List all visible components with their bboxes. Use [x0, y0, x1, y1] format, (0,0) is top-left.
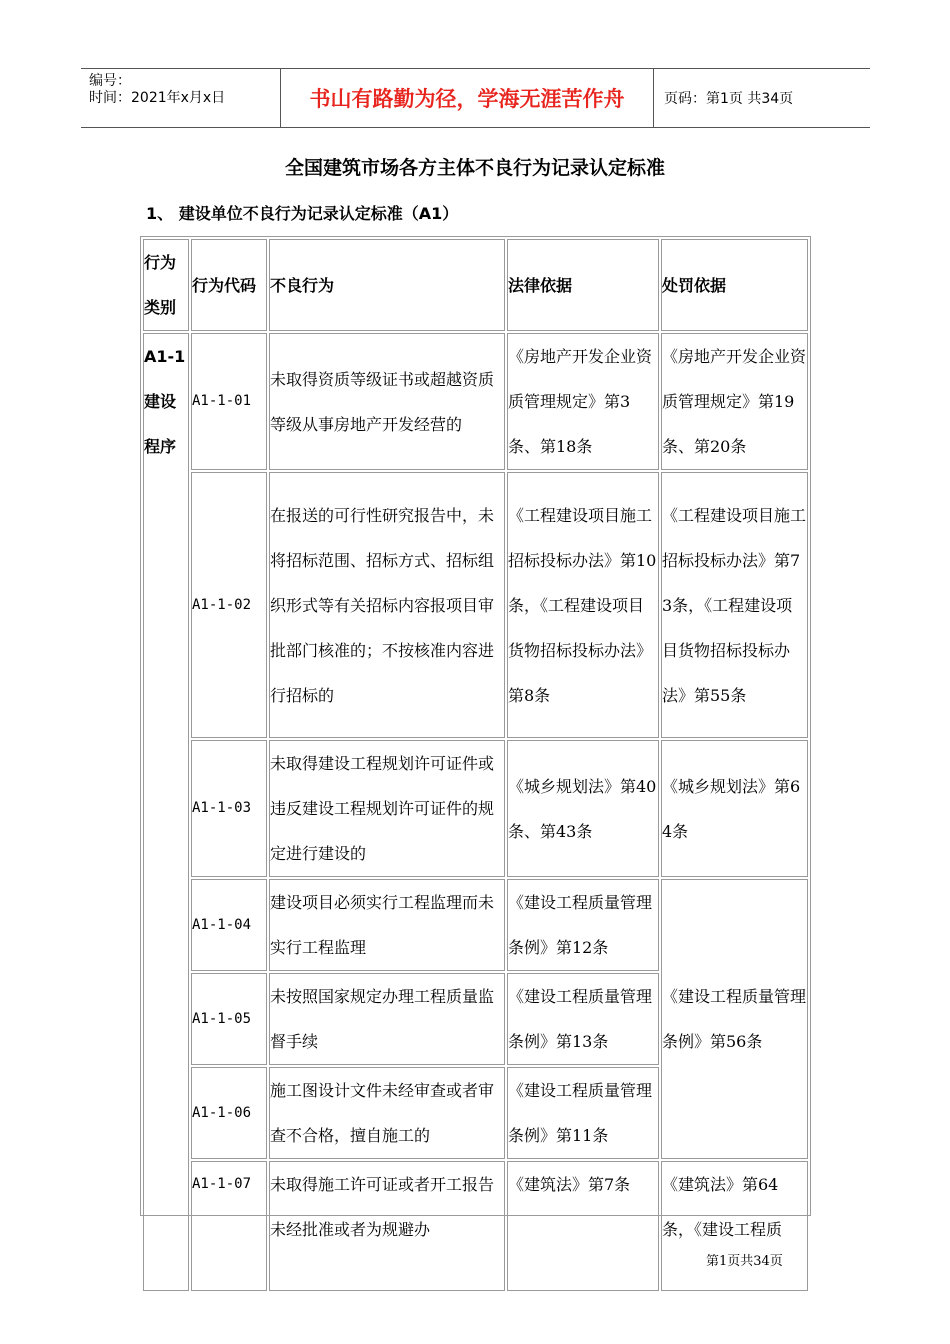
standards-table-grid: [141, 237, 810, 1293]
header-law-basis: 法律依据: [507, 239, 659, 331]
header-behavior: 不良行为: [269, 239, 505, 331]
row-law: 《建设工程质量管理条例》第13条: [507, 973, 659, 1065]
table-row: [143, 1161, 808, 1291]
section-heading: 1、 建设单位不良行为记录认定标准（A1）: [146, 204, 459, 223]
row-behavior: 在报送的可行性研究报告中，未将招标范围、招标方式、招标组织形式等有关招标内容报项目审批部门核准的；不按核准内容进行招标的: [269, 472, 505, 738]
standards-table: [140, 236, 811, 1239]
table-row: [143, 740, 808, 877]
row-penalty: 《建筑法》第64条，《建设工程质: [661, 1161, 808, 1291]
row-code: A1-1-07: [191, 1161, 267, 1291]
row-code: A1-1-03: [191, 740, 267, 877]
header-motto: 书山有路勤为径，学海无涯苦作舟: [281, 69, 654, 127]
row-code: A1-1-05: [191, 973, 267, 1065]
category-cell: A1-1建设程序: [143, 333, 189, 1291]
row-behavior: 未按照国家规定办理工程质量监督手续: [269, 973, 505, 1065]
row-law: 《工程建设项目施工招标投标办法》第10条，《工程建设项目货物招标投标办法》第8条: [507, 472, 659, 738]
table-row: [143, 879, 808, 971]
row-penalty: 《城乡规划法》第64条: [661, 740, 808, 877]
header-category: 行为类别: [143, 239, 189, 331]
row-behavior: 未取得资质等级证书或超越资质等级从事房地产开发经营的: [269, 333, 505, 470]
header-penalty-basis: 处罚依据: [661, 239, 808, 331]
doc-time-label: 时间：2021年x月x日: [89, 90, 226, 106]
row-law: 《房地产开发企业资质管理规定》第3条、第18条: [507, 333, 659, 470]
page-header: [81, 68, 870, 128]
row-law: 《建设工程质量管理条例》第11条: [507, 1067, 659, 1159]
row-code: A1-1-01: [191, 333, 267, 470]
table-row: [143, 333, 808, 470]
row-law: 《建筑法》第7条: [507, 1161, 659, 1291]
row-behavior: 施工图设计文件未经审查或者审查不合格，擅自施工的: [269, 1067, 505, 1159]
row-law: 《建设工程质量管理条例》第12条: [507, 879, 659, 971]
header-meta: [81, 69, 281, 127]
row-code: A1-1-04: [191, 879, 267, 971]
row-behavior: 建设项目必须实行工程监理而未实行工程监理: [269, 879, 505, 971]
row-penalty-merged: 《建设工程质量管理条例》第56条: [661, 879, 808, 1159]
row-code: A1-1-06: [191, 1067, 267, 1159]
doc-number-label: 编号：: [89, 73, 131, 89]
header-page-info: 页码：第1页 共34页: [664, 91, 794, 107]
header-code: 行为代码: [191, 239, 267, 331]
row-code: A1-1-02: [191, 472, 267, 738]
row-law: 《城乡规划法》第40条、第43条: [507, 740, 659, 877]
table-header-row: [143, 239, 808, 331]
row-behavior: 未取得施工许可证或者开工报告未经批准或者为规避办: [269, 1161, 505, 1291]
row-behavior: 未取得建设工程规划许可证件或违反建设工程规划许可证件的规定进行建设的: [269, 740, 505, 877]
page-footer: 第1页共34页: [706, 1254, 783, 1269]
row-penalty: 《工程建设项目施工招标投标办法》第73条，《工程建设项目货物招标投标办法》第55条: [661, 472, 808, 738]
document-title: 全国建筑市场各方主体不良行为记录认定标准: [284, 157, 665, 179]
table-row: [143, 472, 808, 738]
row-penalty: 《房地产开发企业资质管理规定》第19条、第20条: [661, 333, 808, 470]
